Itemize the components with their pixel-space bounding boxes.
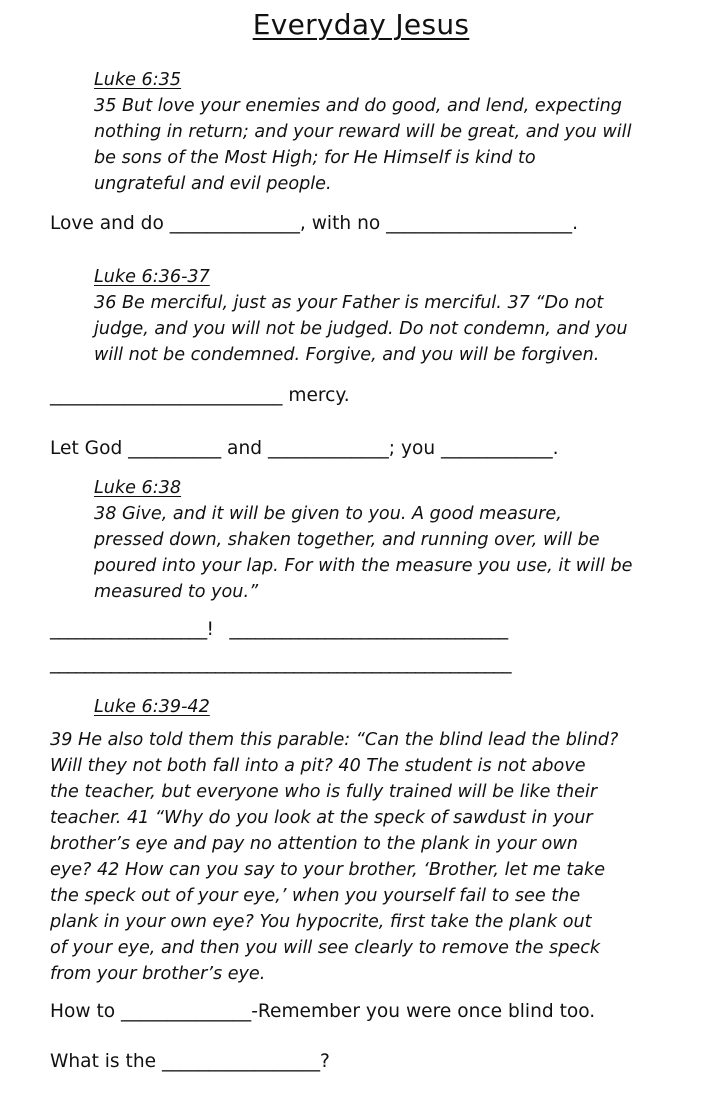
verse-line: the speck out of your eye,’ when you yourself fail to see the: [50, 886, 581, 906]
verse-line: the teacher, but everyone who is fully trained will be like their: [50, 782, 598, 802]
verse-line: teacher. 41 “Why do you look at the speck of sawdust in your: [50, 808, 593, 828]
fill-in-blank-line: _____________________________________________________: [50, 653, 511, 674]
verse-line: from your brother’s eye.: [50, 964, 266, 984]
scripture-reference: Luke 6:36-37: [94, 267, 210, 287]
scripture-reference: Luke 6:39-42: [94, 697, 210, 717]
fill-in-blank-line: What is the _________________?: [50, 1051, 330, 1072]
verse-line: judge, and you will not be judged. Do not condemn, and you: [94, 319, 628, 339]
verse-line: measured to you.”: [94, 582, 259, 602]
verse-line: ungrateful and evil people.: [94, 174, 332, 194]
fill-in-blank-line: How to ______________-Remember you were once blind too.: [50, 1001, 596, 1022]
verse-line: plank in your own eye? You hypocrite, first take the plank out: [50, 912, 592, 932]
verse-line: 35 But love your enemies and do good, and lend, expecting: [94, 96, 622, 116]
verse-line: will not be condemned. Forgive, and you will be forgiven.: [94, 345, 600, 365]
verse-line: pressed down, shaken together, and running over, will be: [94, 530, 600, 550]
verse-line: nothing in return; and your reward will be great, and you will: [94, 122, 632, 142]
scripture-reference: Luke 6:35: [94, 70, 182, 90]
verse-line: 36 Be merciful, just as your Father is merciful. 37 “Do not: [94, 293, 604, 313]
verse-line: of your eye, and then you will see clearly to remove the speck: [50, 938, 601, 958]
scripture-reference: Luke 6:38: [94, 478, 182, 498]
page-title: Everyday Jesus: [252, 8, 470, 41]
verse-line: be sons of the Most High; for He Himself is kind to: [94, 148, 536, 168]
verse-line: 39 He also told them this parable: “Can the blind lead the blind?: [50, 730, 619, 750]
verse-line: poured into your lap. For with the measure you use, it will be: [94, 556, 633, 576]
fill-in-blank-line: _________________________ mercy.: [50, 385, 350, 406]
fill-in-blank-line: Let God __________ and _____________; you ____________.: [50, 438, 559, 459]
verse-line: eye? 42 How can you say to your brother, ‘Brother, let me take: [50, 860, 606, 880]
verse-line: Will they not both fall into a pit? 40 The student is not above: [50, 756, 586, 776]
verse-line: 38 Give, and it will be given to you. A good measure,: [94, 504, 562, 524]
fill-in-blank-line: __________________! ________________________________: [50, 619, 508, 640]
fill-in-blank-line: Love and do ______________, with no ____________________.: [50, 213, 578, 234]
verse-line: brother’s eye and pay no attention to the plank in your own: [50, 834, 578, 854]
